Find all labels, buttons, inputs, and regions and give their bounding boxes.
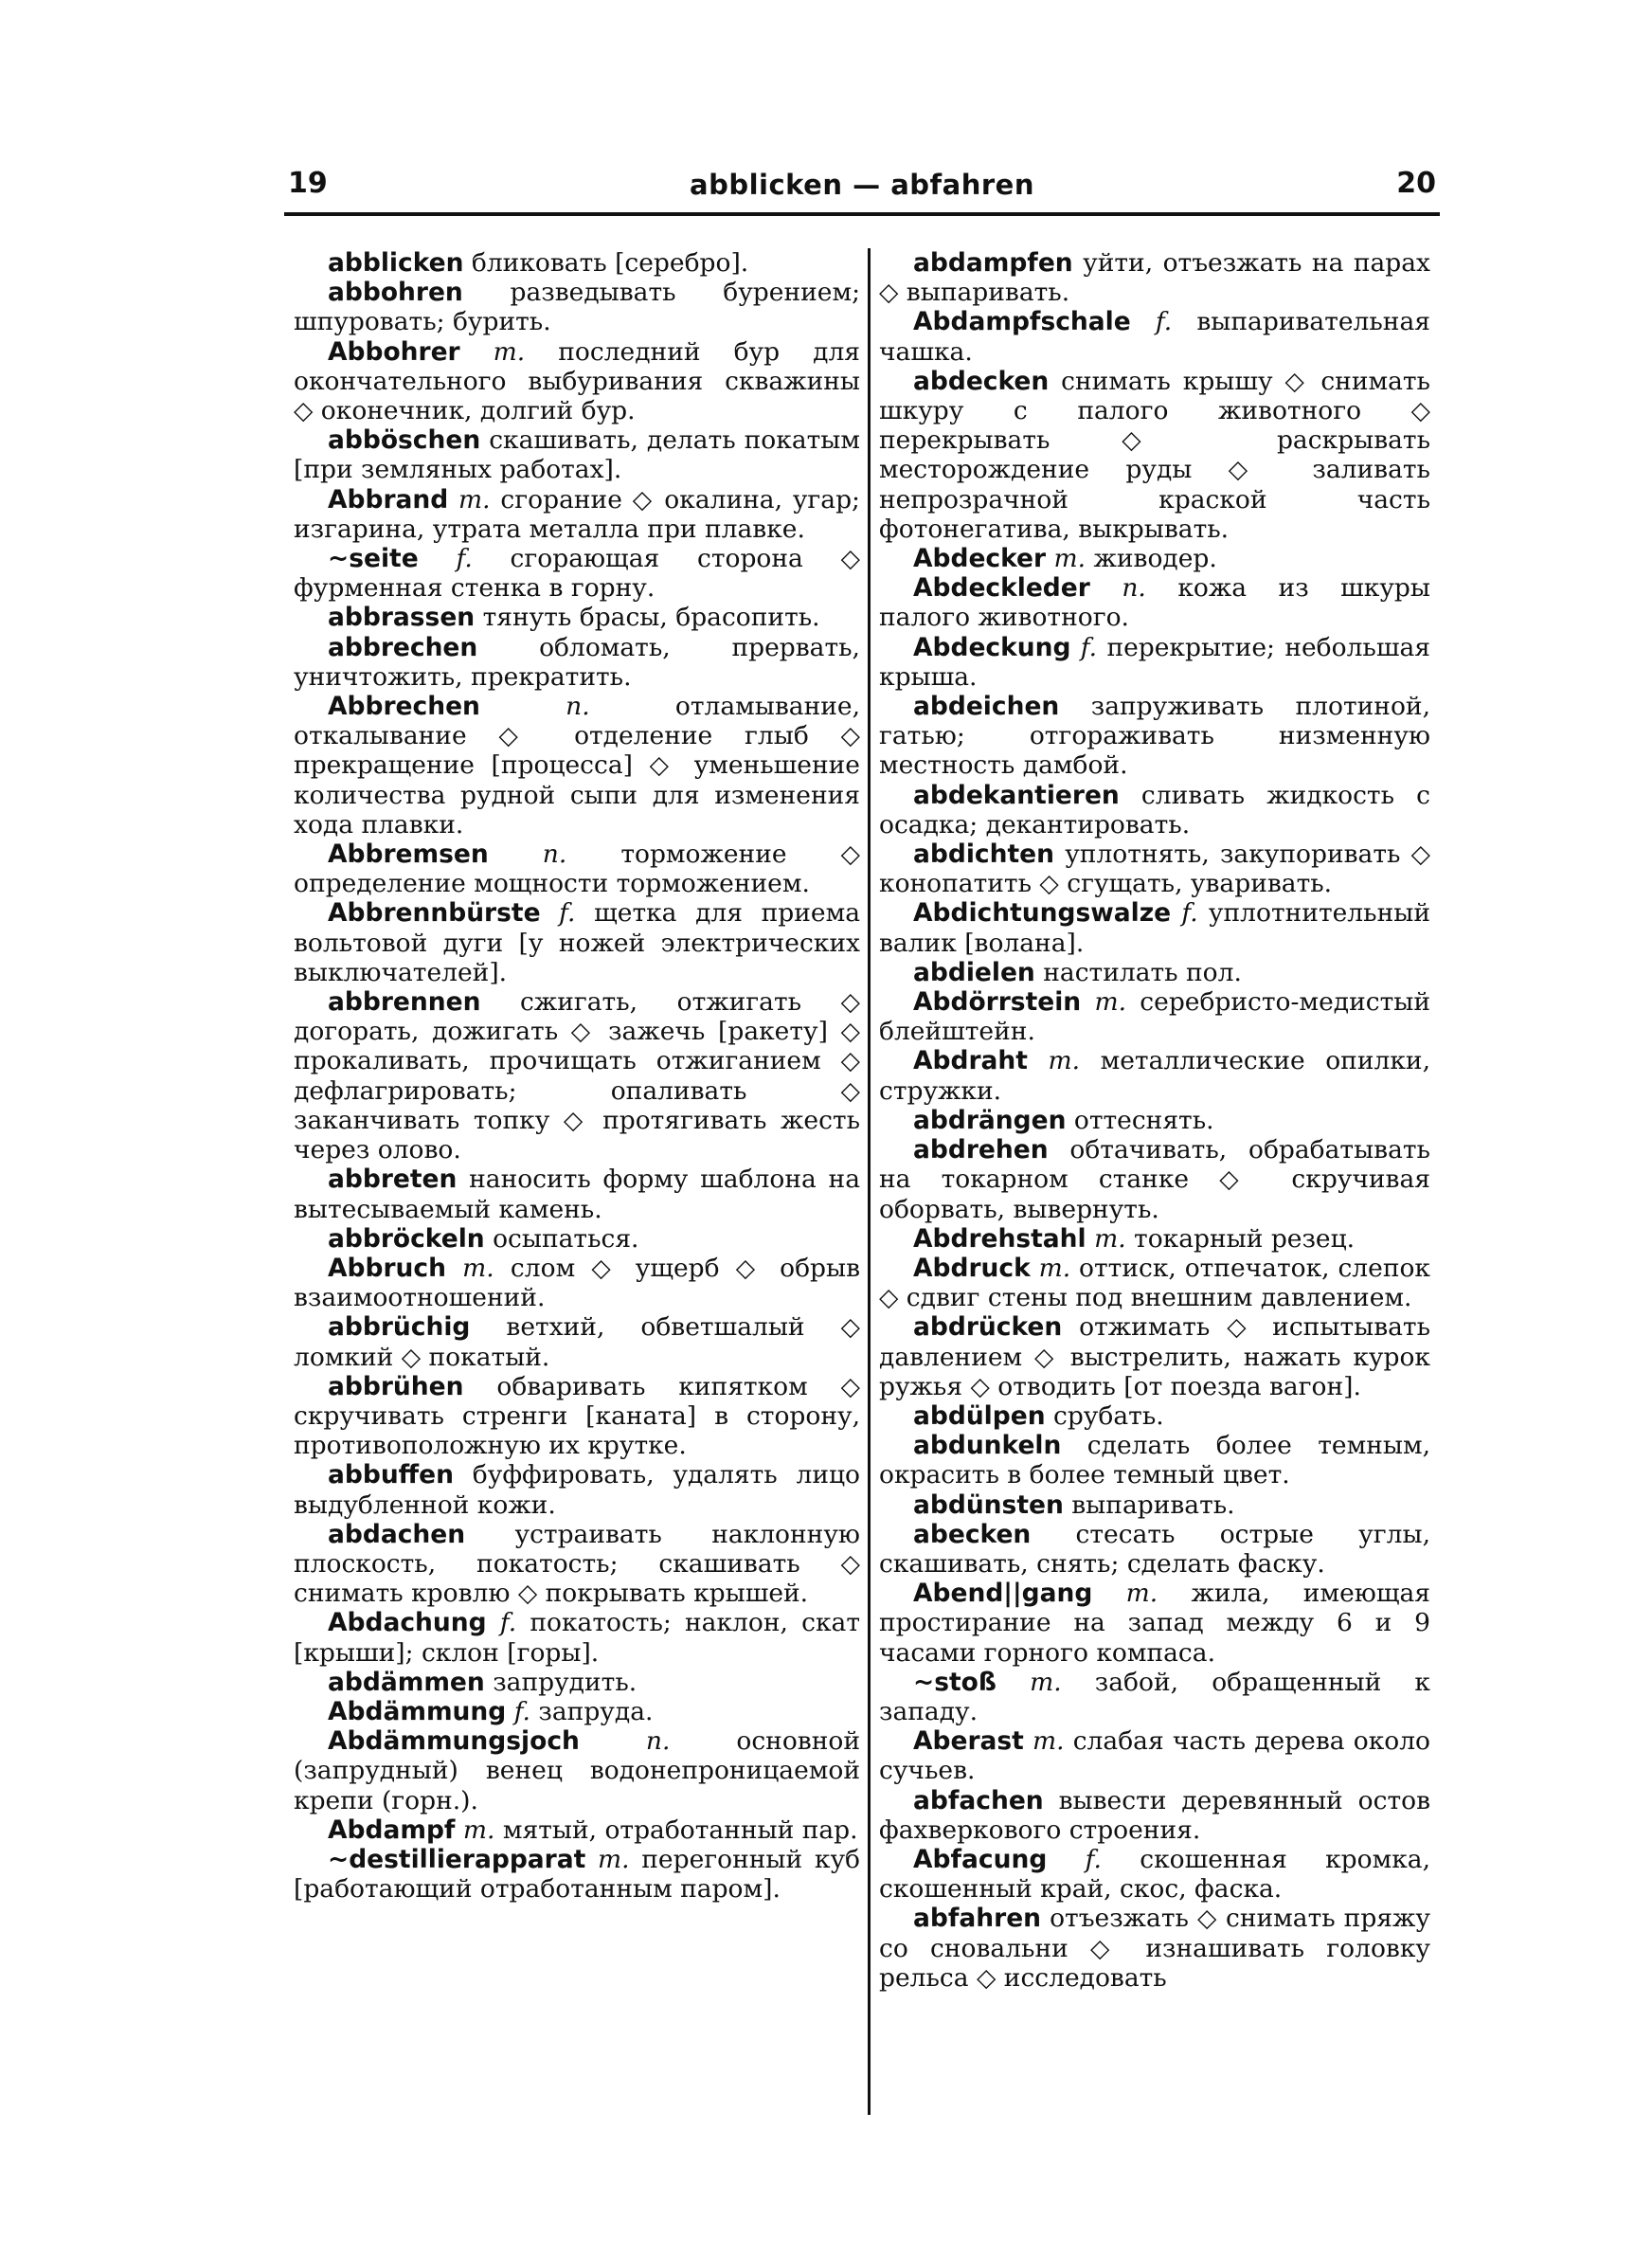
entry-headword: Abbremsen (328, 840, 489, 870)
entry-headword: abbrennen (328, 987, 481, 1018)
dictionary-entry (879, 1312, 1430, 1401)
entry-headword: abbuffen (328, 1460, 454, 1490)
entry-definition: сливать жидкость с осадка; декантировать. (879, 780, 1430, 840)
entry-gender: f. (1070, 632, 1098, 662)
entry-definition: токарный резец. (1125, 1223, 1356, 1254)
entry-headword: abbrühen (328, 1371, 464, 1401)
entry-headword: abdachen (328, 1519, 466, 1549)
entry-headword: abdichten (913, 840, 1054, 870)
entry-headword: abdunkeln (913, 1431, 1062, 1461)
entry-headword: abdeichen (913, 692, 1060, 722)
entry-definition: сжигать, отжигать ◇ догорать, дожигать ◇ зажечь [ракету] ◇ прокаливать, прочищать отжиганием ◇ дефлагрировать; опаливать ◇ заканчивать топку ◇ протягивать жесть через олово. (294, 987, 860, 1165)
entry-headword: Abfacung (913, 1844, 1048, 1874)
dictionary-entry (294, 987, 860, 1165)
entry-definition: срубать. (1045, 1400, 1164, 1431)
entry-definition: обваривать кипятком ◇ скручивать стренги [каната] в сторону, противоположную их крутке. (294, 1371, 860, 1461)
dictionary-entry (879, 987, 1430, 1046)
entry-gender: m. (996, 1667, 1062, 1697)
entry-definition: осыпаться. (484, 1223, 639, 1254)
entry-headword: Abbrechen (328, 692, 480, 722)
entry-gender: f. (418, 544, 473, 574)
entry-headword: abdülpen (913, 1400, 1046, 1431)
entry-gender: f. (1047, 1844, 1102, 1874)
dictionary-entry (294, 485, 860, 544)
entry-headword: Abbruch (328, 1253, 446, 1283)
entry-definition: буффировать, удалять лицо выдубленной кожи. (294, 1460, 860, 1520)
page-number-right: 20 (1396, 167, 1436, 200)
entry-headword: abblicken (328, 248, 464, 278)
entry-headword: abfahren (913, 1904, 1042, 1934)
dictionary-entry (294, 840, 860, 898)
entry-headword: ~destillierapparat (328, 1844, 586, 1874)
entry-headword: abdrängen (913, 1105, 1067, 1135)
dictionary-entry (879, 1668, 1430, 1726)
entry-headword: abfachen (913, 1785, 1044, 1815)
entry-definition: оттеснять. (1066, 1105, 1214, 1135)
entry-definition: бликовать [серебро]. (463, 248, 749, 278)
entry-definition: скашивать, делать покатым [при земляных работах]. (294, 425, 860, 485)
entry-definition: наносить форму шаблона на вытесываемый камень. (294, 1165, 860, 1224)
dictionary-entry (294, 1726, 860, 1815)
dictionary-entry (879, 1401, 1430, 1431)
entry-definition: оттиск, отпечаток, слепок ◇ сдвиг стены под внешним давлением. (879, 1253, 1430, 1313)
dictionary-entry (879, 1135, 1430, 1224)
dictionary-entry (294, 425, 860, 484)
entry-definition: перегонный куб [работающий отработанным паром]. (294, 1844, 860, 1905)
entry-definition: тянуть брасы, брасопить. (475, 603, 820, 633)
dictionary-entry (879, 1254, 1430, 1312)
entry-headword: Abdeckung (913, 632, 1071, 662)
entry-gender: m. (585, 1844, 630, 1874)
entry-headword: Abbohrer (328, 336, 460, 367)
entry-definition: разведывать бурением; шпуровать; бурить. (294, 278, 860, 337)
dictionary-entry (879, 1904, 1430, 1993)
entry-definition: вывести деревянный остов фахверкового строения. (879, 1785, 1430, 1845)
entry-definition: ветхий, обветшалый ◇ ломкий ◇ покатый. (294, 1312, 860, 1372)
entry-gender: m. (1092, 1579, 1158, 1609)
dictionary-entry (879, 1579, 1430, 1668)
running-head: abblicken — abfahren (690, 169, 1034, 201)
entry-definition: мятый, отработанный пар. (494, 1815, 858, 1845)
page-number-left: 19 (288, 167, 328, 200)
entry-gender: f. (1171, 898, 1198, 929)
dictionary-entry (294, 1520, 860, 1609)
entry-definition: последний бур для окончательного выбуривания скважины ◇ оконечник, долгий бур. (294, 336, 860, 426)
entry-headword: abdünsten (913, 1490, 1064, 1520)
dictionary-entry (294, 898, 860, 987)
entry-definition: щетка для приема вольтовой дуги [у ножей электрических выключателей]. (294, 898, 860, 987)
entry-gender: m. (1030, 1253, 1071, 1283)
entry-headword: abbröckeln (328, 1223, 485, 1254)
page-header (284, 167, 1440, 214)
entry-headword: Abdruck (913, 1253, 1031, 1283)
dictionary-entry (294, 1224, 860, 1254)
entry-definition: сгорание ◇ окалина, угар; изгарина, утрата металла при плавке. (294, 484, 860, 544)
dictionary-entry (294, 1165, 860, 1223)
dictionary-entry (879, 307, 1430, 366)
entry-gender: f. (1130, 307, 1173, 337)
entry-definition: снимать крышу ◇ снимать шкуру с палого животного ◇ перекрывать ◇ раскрывать месторождение руды ◇ заливать непрозрачной краской часть фотонегатива, выкрывать. (879, 366, 1430, 544)
entry-definition: выпаривать. (1063, 1490, 1235, 1520)
entry-definition: забой, обращенный к западу. (879, 1667, 1430, 1726)
entry-headword: Abdrehstahl (913, 1223, 1086, 1254)
dictionary-entry (879, 573, 1430, 632)
dictionary-entry (879, 633, 1430, 692)
dictionary-entry (879, 958, 1430, 987)
dictionary-entry (879, 1046, 1430, 1105)
entry-headword: Abdecker (913, 544, 1047, 574)
entry-definition: скошенная кромка, скошенный край, скос, фаска. (879, 1844, 1430, 1905)
dictionary-entry (294, 278, 860, 336)
dictionary-entry (879, 692, 1430, 781)
entry-gender: m. (1046, 544, 1086, 574)
dictionary-entry (294, 1668, 860, 1697)
entry-headword: abdekantieren (913, 780, 1120, 810)
entry-headword: abdrücken (913, 1312, 1063, 1343)
dictionary-entry (879, 1106, 1430, 1135)
dictionary-entry (294, 603, 860, 632)
entry-headword: abdecken (913, 366, 1050, 396)
dictionary-entry (294, 692, 860, 840)
left-column (294, 248, 860, 1904)
entry-headword: abbrüchig (328, 1312, 471, 1343)
entry-headword: abecken (913, 1519, 1032, 1549)
dictionary-entry (294, 248, 860, 278)
entry-headword: abdrehen (913, 1135, 1049, 1165)
entry-gender: f. (540, 898, 576, 929)
entry-headword: Abdämmungsjoch (328, 1726, 580, 1757)
entry-headword: abbrassen (328, 603, 476, 633)
entry-definition: стесать острые углы, скашивать, снять; сделать фаску. (879, 1519, 1430, 1579)
entry-definition: уплотнительный валик [волана]. (879, 898, 1430, 958)
entry-definition: серебристо-медистый блейштейн. (879, 987, 1430, 1047)
entry-gender: f. (486, 1608, 517, 1638)
entry-headword: abböschen (328, 425, 481, 456)
dictionary-entry (879, 840, 1430, 898)
entry-definition: основной (запрудный) венец водонепроницаемой крепи (горн.). (294, 1726, 860, 1815)
entry-definition: торможение ◇ определение мощности торможением. (294, 840, 860, 899)
dictionary-entry (294, 1815, 860, 1845)
entry-gender: m. (448, 484, 491, 515)
entry-gender: m. (455, 1815, 495, 1845)
dictionary-entry (879, 1431, 1430, 1490)
entry-definition: запрудить. (484, 1667, 637, 1697)
entry-headword: Abdampfschale (913, 307, 1131, 337)
entry-definition: слом ◇ ущерб ◇ обрыв взаимоотношений. (294, 1253, 860, 1313)
entry-definition: устраивать наклонную плоскость, покатость; скашивать ◇ снимать кровлю ◇ покрывать крышей. (294, 1519, 860, 1609)
entry-definition: кожа из шкуры палого животного. (879, 573, 1430, 633)
entry-definition: сгорающая сторона ◇ фурменная стенка в горну. (294, 544, 860, 604)
entry-gender: m. (445, 1253, 494, 1283)
entry-headword: abdampfen (913, 248, 1073, 278)
entry-headword: abbreten (328, 1165, 458, 1195)
dictionary-entry (294, 1845, 860, 1904)
entry-definition: сделать более темным, окрасить в более темный цвет. (879, 1431, 1430, 1490)
entry-headword: Abbrennbürste (328, 898, 541, 929)
entry-definition: настилать пол. (1034, 957, 1242, 987)
entry-gender: m. (1027, 1046, 1081, 1076)
entry-gender: m. (1086, 1223, 1126, 1254)
dictionary-entry (879, 544, 1430, 573)
entry-headword: ~seite (328, 544, 419, 574)
entry-definition: отжимать ◇ испытывать давлением ◇ выстрелить, нажать курок ружья ◇ отводить [от поезда вагон]. (879, 1312, 1430, 1401)
dictionary-entry (879, 1490, 1430, 1520)
dictionary-entry (294, 633, 860, 692)
column-divider (868, 248, 871, 2115)
entry-definition: отъезжать ◇ снимать пряжу со сновальни ◇ изнашивать головку рельса ◇ исследовать (879, 1904, 1430, 1993)
entry-definition: запруживать плотиной, гатью; отгораживать низменную местность дамбой. (879, 692, 1430, 781)
entry-gender: n. (479, 692, 590, 722)
dictionary-entry (879, 781, 1430, 840)
dictionary-entry (879, 1786, 1430, 1845)
entry-headword: Abdeckleder (913, 573, 1090, 604)
dictionary-entry (879, 898, 1430, 957)
dictionary-entry (879, 1726, 1430, 1785)
entry-definition: живодер. (1086, 544, 1217, 574)
entry-gender: m. (1023, 1726, 1065, 1757)
right-column (879, 248, 1430, 1993)
dictionary-entry (879, 1520, 1430, 1579)
entry-gender: n. (488, 840, 567, 870)
dictionary-entry (879, 248, 1430, 307)
entry-definition: слабая часть дерева около сучьев. (879, 1726, 1430, 1786)
entry-headword: Abdampf (328, 1815, 456, 1845)
entry-definition: уплотнять, закупоривать ◇ конопатить ◇ сгущать, уваривать. (879, 840, 1430, 899)
entry-headword: abdielen (913, 957, 1035, 987)
dictionary-entry (294, 1460, 860, 1519)
dictionary-entry (294, 337, 860, 426)
entry-headword: abbrechen (328, 632, 478, 662)
entry-headword: Abdämmung (328, 1696, 507, 1726)
entry-gender: n. (579, 1726, 671, 1757)
entry-headword: Aberast (913, 1726, 1024, 1757)
entry-definition: обломать, прервать, уничтожить, прекратить. (294, 632, 860, 692)
dictionary-entry (294, 1608, 860, 1667)
header-rule (284, 212, 1440, 216)
entry-definition: металлические опилки, стружки. (879, 1046, 1430, 1106)
entry-headword: Abdachung (328, 1608, 487, 1638)
dictionary-entry (879, 367, 1430, 544)
entry-definition: отламывание, откалывание ◇ отделение глыб ◇ прекращение [процесса] ◇ уменьшение количества рудной сыпи для изменения хода плавки. (294, 692, 861, 840)
entry-definition: уйти, отъезжать на парах ◇ выпаривать. (879, 248, 1430, 308)
entry-definition: жила, имеющая простирание на запад между 6 и 9 часами горного компаса. (879, 1579, 1430, 1668)
dictionary-entry (294, 544, 860, 603)
entry-definition: выпаривательная чашка. (879, 307, 1430, 367)
dictionary-entry (294, 1372, 860, 1461)
entry-definition: перекрытие; небольшая крыша. (879, 632, 1430, 692)
entry-gender: m. (1081, 987, 1126, 1018)
dictionary-entry (879, 1845, 1430, 1904)
entry-gender: f. (506, 1696, 530, 1726)
entry-headword: Abend||gang (913, 1579, 1093, 1609)
dictionary-entry (294, 1254, 860, 1312)
entry-headword: Abdörrstein (913, 987, 1082, 1018)
entry-definition: обтачивать, обрабатывать на токарном станке ◇ скручивая оборвать, вывернуть. (879, 1135, 1430, 1224)
entry-headword: ~stoß (913, 1667, 997, 1697)
dictionary-entry (294, 1697, 860, 1726)
entry-headword: abdämmen (328, 1667, 485, 1697)
entry-definition: запруда. (530, 1696, 654, 1726)
dictionary-entry (294, 1312, 860, 1371)
entry-headword: Abdraht (913, 1046, 1028, 1076)
entry-headword: Abdichtungswalze (913, 898, 1172, 929)
entry-gender: n. (1089, 573, 1146, 604)
entry-gender: m. (459, 336, 526, 367)
dictionary-entry (879, 1224, 1430, 1254)
entry-definition: покатость; наклон, скат [крыши]; склон [горы]. (294, 1608, 860, 1668)
entry-headword: abbohren (328, 278, 463, 308)
entry-headword: Abbrand (328, 484, 449, 515)
